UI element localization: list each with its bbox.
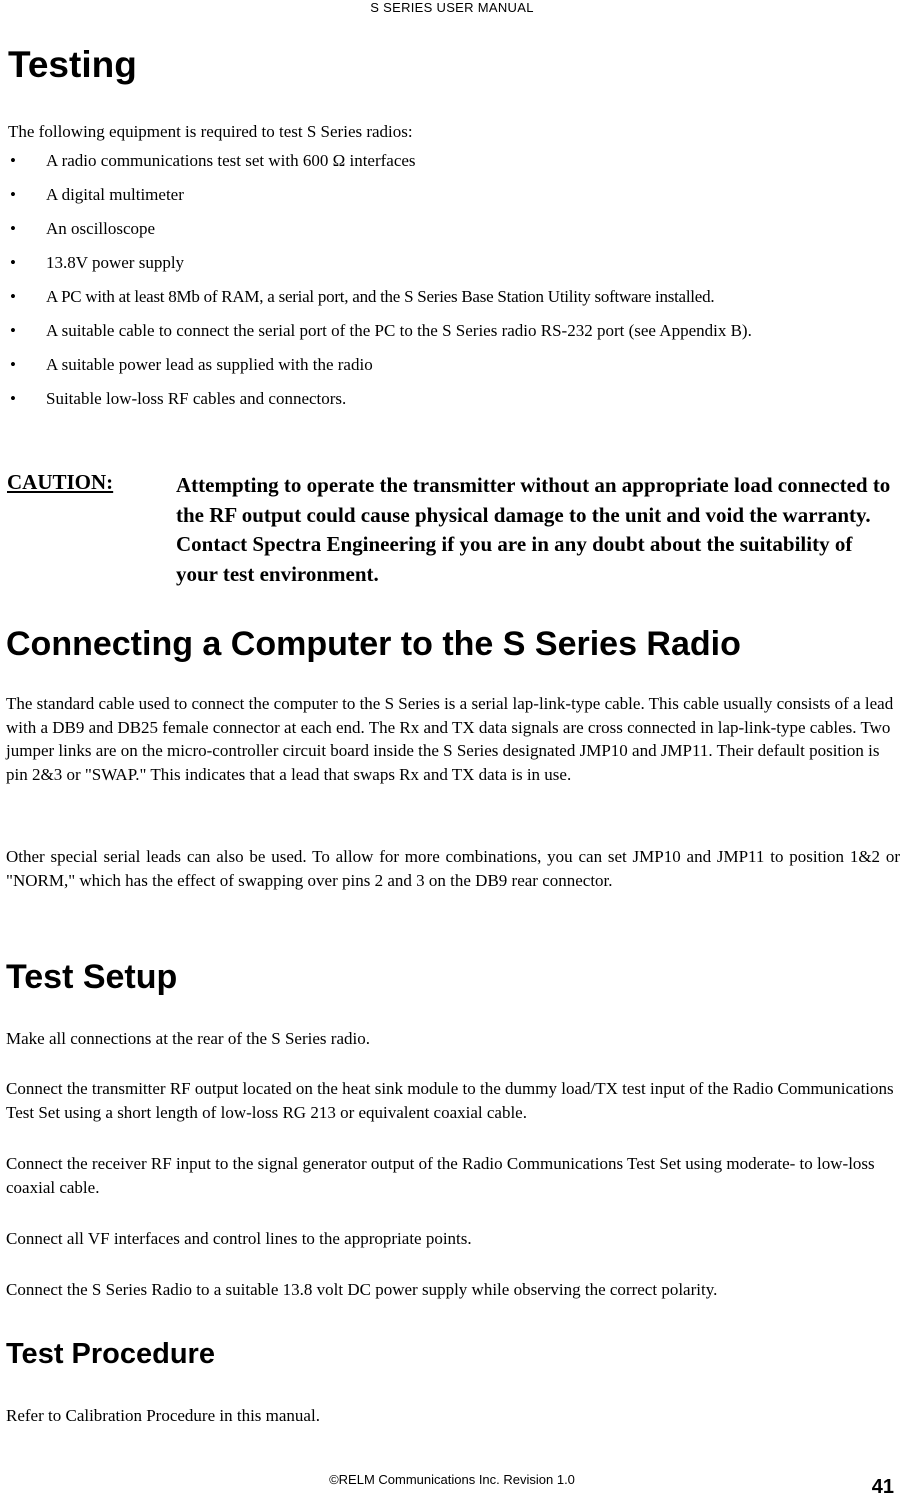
bullet-icon: • — [10, 389, 16, 408]
testing-heading: Testing — [8, 44, 137, 85]
setup-heading: Test Setup — [6, 958, 178, 996]
caution-text: Attempting to operate the transmitter without an appropriate load connected to the RF output could cause physical damage to the unit and void the warranty. Contact Spectra Engineering if you are in any doubt about the suitability of your test environment. — [176, 473, 891, 586]
list-item: • A suitable cable to connect the serial port of the PC to the S Series radio RS-232 port (see Appendix B). — [10, 321, 752, 340]
caution-label: CAUTION: — [7, 470, 114, 494]
bullet-icon: • — [10, 151, 16, 170]
setup-paragraph-1: Make all connections at the rear of the S Series radio. — [6, 1029, 370, 1048]
list-item: • A radio communications test set with 600 Ω interfaces — [10, 151, 416, 170]
setup-paragraph-4: Connect all VF interfaces and control lines to the appropriate points. — [6, 1229, 472, 1248]
list-item: • 13.8V power supply — [10, 253, 185, 272]
bullet-icon: • — [10, 253, 16, 272]
bullet-icon: • — [10, 185, 16, 204]
footer-copyright: ©RELM Communications Inc. Revision 1.0 — [329, 1472, 575, 1487]
equipment-list — [8, 150, 898, 422]
setup-paragraph-3: Connect the receiver RF input to the signal generator output of the Radio Communications Test Set using moderate- to low-loss coaxial cable. — [6, 1154, 875, 1197]
bullet-icon: • — [10, 321, 16, 340]
connecting-paragraph-2: Other special serial leads can also be used. To allow for more combinations, you can set JMP10 and JMP11 to position 1&2 or "NORM," which has the effect of swapping over pins 2 and 3 on the DB9 rear connector. — [6, 847, 900, 890]
procedure-heading: Test Procedure — [6, 1338, 215, 1370]
bullet-icon: • — [10, 355, 16, 374]
list-item: • A suitable power lead as supplied with the radio — [10, 355, 373, 374]
page-number: 41 — [871, 1476, 894, 1498]
list-item: • An oscilloscope — [10, 219, 156, 238]
list-item: • Suitable low-loss RF cables and connectors. — [10, 389, 347, 408]
list-item: • A PC with at least 8Mb of RAM, a serial port, and the S Series Base Station Utility software installed. — [10, 287, 715, 306]
setup-paragraph-5: Connect the S Series Radio to a suitable 13.8 volt DC power supply while observing the correct polarity. — [6, 1280, 718, 1299]
running-header: S SERIES USER MANUAL — [370, 0, 534, 15]
procedure-text: Refer to Calibration Procedure in this manual. — [6, 1406, 320, 1425]
connecting-paragraph-1: The standard cable used to connect the computer to the S Series is a serial lap-link-type cable. This cable usually consists of a lead with a DB9 and DB25 female connector at each end. The Rx and TX data signals are cross connected in lap-link-type cables. Two jumper links are on the micro-controller circuit board inside the S Series designated JMP10 and JMP11. Their default position is pin 2&3 or "SWAP." This indicates that a lead that swaps Rx and TX data is in use. — [6, 694, 894, 784]
list-item: • A digital multimeter — [10, 185, 184, 204]
connecting-heading: Connecting a Computer to the S Series Radio — [6, 625, 741, 663]
bullet-icon: • — [10, 287, 16, 306]
bullet-icon: • — [10, 219, 16, 238]
equipment-intro: The following equipment is required to test S Series radios: — [8, 122, 413, 141]
setup-paragraph-2: Connect the transmitter RF output located on the heat sink module to the dummy load/TX test input of the Radio Communications Test Set using a short length of low-loss RG 213 or equivalent coaxial cable. — [6, 1079, 894, 1122]
